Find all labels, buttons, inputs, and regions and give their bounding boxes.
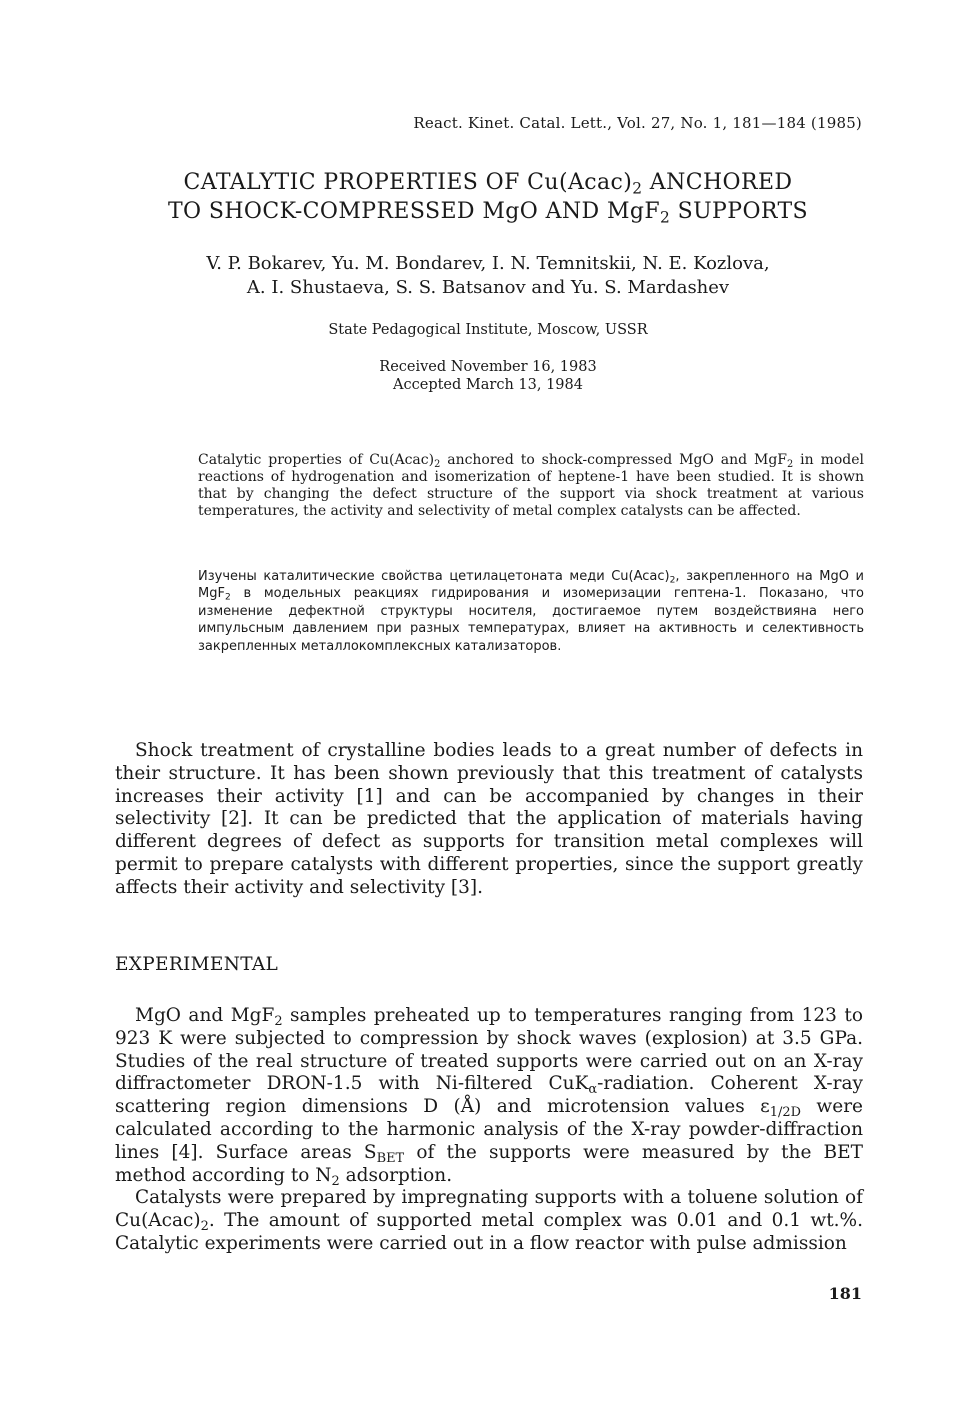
abstract-english: Catalytic properties of $Cu(Acac)_2$ anchored to shock-compressed MgO and MgF$_2$ in model reactions of hydrogenation and isomerization of heptene-1 have been studied. It is shown that by changing the defect structure of the support via shock treatment at various temperatures, the activity and selectivity of metal complex catalysts can be affected. [198, 452, 864, 519]
experimental-paragraph-2: Catalysts were prepared by impregnating supports with a toluene solution of $Cu(Acac)_2$. The amount of supported metal complex was 0.01 and 0.1 wt.%. Catalytic experiments were carried out in a flow reactor with pulse admission [115, 1187, 863, 1254]
journal-reference: React. Kinet. Catal. Lett., Vol. 27, No. 1, 181—184 (1985) [413, 114, 862, 132]
affiliation: State Pedagogical Institute, Moscow, USSR [328, 322, 648, 338]
received-date: Received November 16, 1983 [379, 359, 597, 375]
abstract-russian: Изучены каталитические свойства цетилацетоната меди $Cu(Acac)_2$, закрепленного на MgO и MgF$_2$ в модельных реакциях гидрирования и изомеризации гептена-1. Показано, что изменение дефектной структуры носителя, достигаемое путем воздействияна него импульсным давлением при разных температурах, влияет на активность и селективность закрепленных металлокомплексных катализаторов. [198, 569, 864, 654]
intro-paragraph: Shock treatment of crystalline bodies leads to a great number of defects in their structure. It has been shown previously that this treatment of catalysts increases their activity [1] and can be accompanied by changes in their selectivity [2]. It can be predicted that the application of materials having different degrees of defect as supports for transition metal complexes will permit to prepare catalysts with different properties, since the support greatly affects their activity and selectivity [3]. [115, 740, 863, 898]
author-list [120, 252, 856, 300]
accepted-date: Accepted March 13, 1984 [393, 377, 583, 393]
page-number: 181 [828, 1284, 862, 1303]
submission-dates [120, 358, 856, 394]
section-heading-experimental: EXPERIMENTAL [115, 954, 279, 975]
paper-title [120, 168, 856, 226]
title-line-1: CATALYTIC PROPERTIES OF $Cu(Acac)_2$ ANCHORED [183, 170, 793, 198]
authors-line-2: A. I. Shustaeva, S. S. Batsanov and Yu. S. Mardashev [246, 277, 730, 298]
title-line-2: TO SHOCK-COMPRESSED MgO AND MgF$_2$ SUPPORTS [167, 199, 809, 227]
experimental-paragraph-1: MgO and MgF$_2$ samples preheated up to temperatures ranging from 123 to 923 K were subjected to compression by shock waves (explosion) at 3.5 GPa. Studies of the real structure of treated supports were carried out on an X-ray diffractometer DRON-1.5 with Ni-filtered CuK$_\alpha$-radiation. Coherent X-ray scattering region dimensions D (Å) and microtension values $\varepsilon_{1/2D}$ were calculated according to the harmonic analysis of the X-ray powder-diffraction lines [4]. Surface areas $S_{BET}$ of the supports were measured by the BET method according to $N_2$ adsorption. [115, 1005, 864, 1189]
authors-line-1: V. P. Bokarev, Yu. M. Bondarev, I. N. Temnitskii, N. E. Kozlova, [206, 253, 770, 274]
